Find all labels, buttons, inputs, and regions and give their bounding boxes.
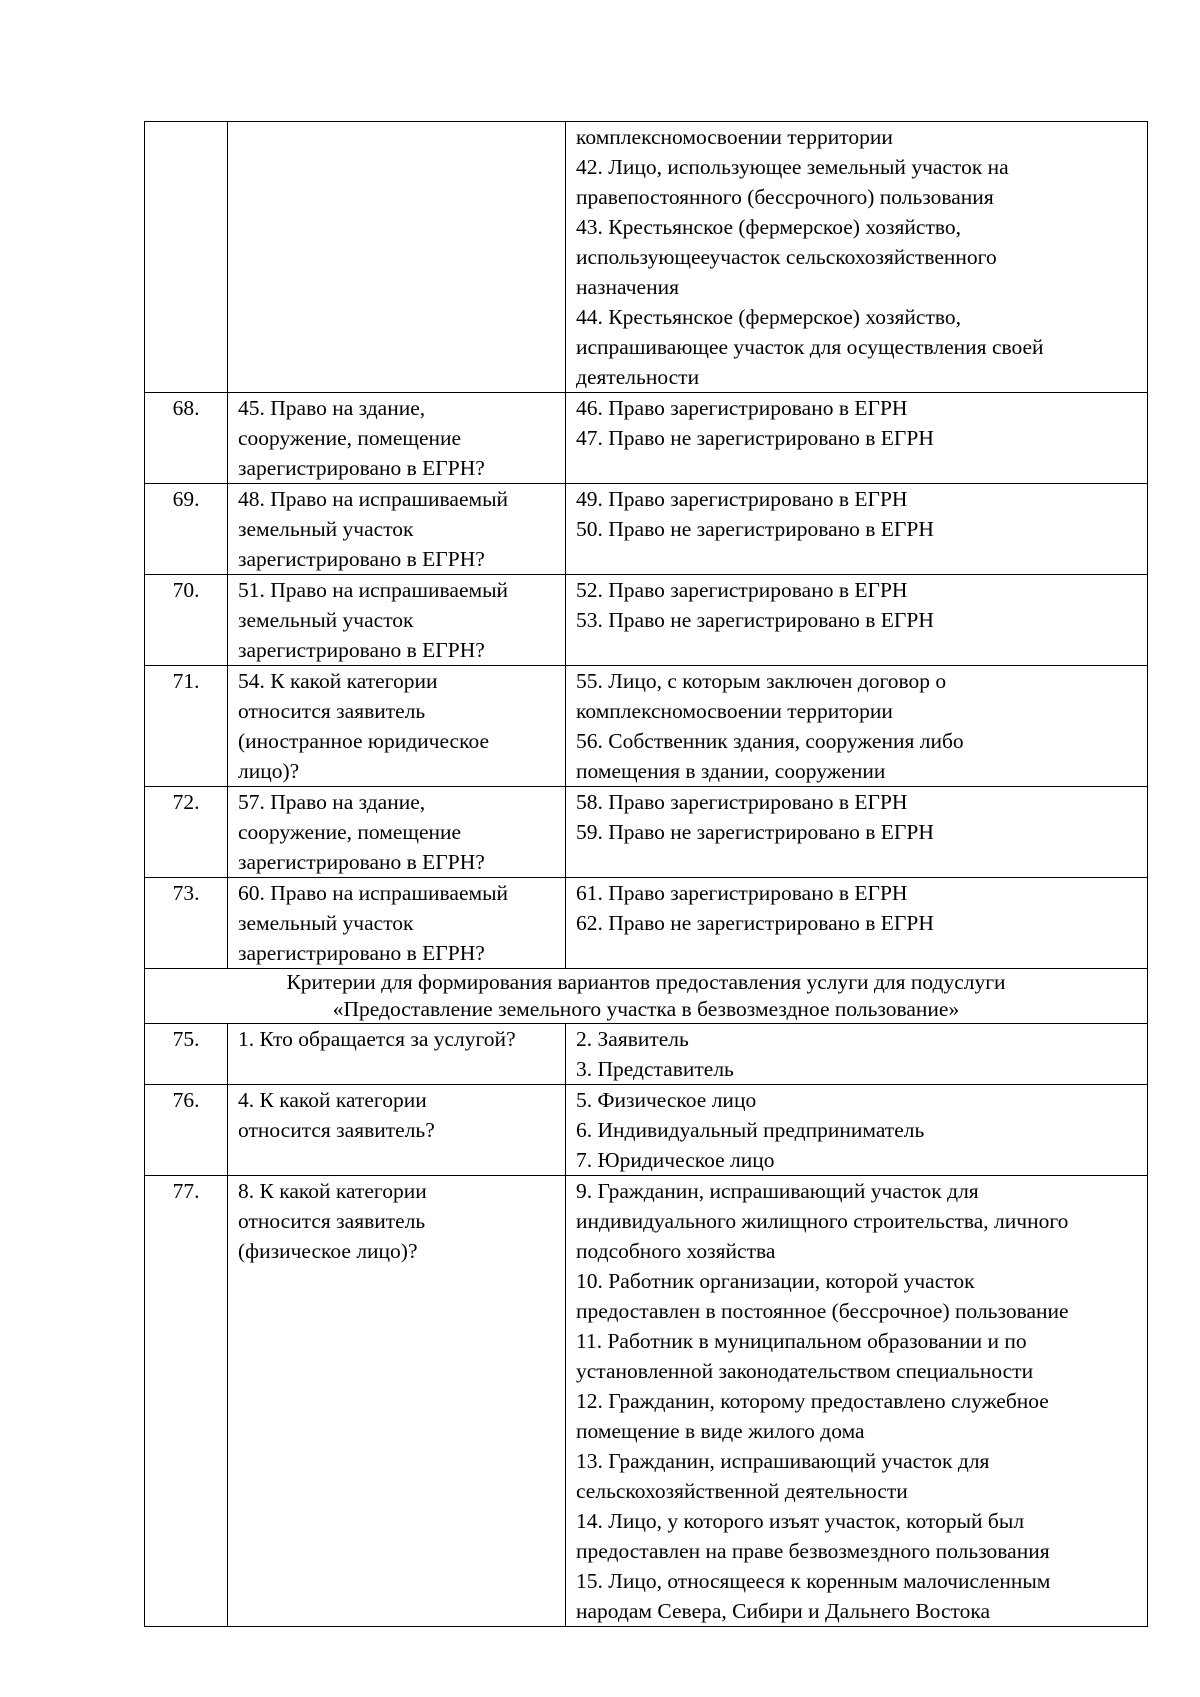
answers-cell [566, 1024, 1148, 1085]
answer-line: помещение в виде жилого дома [576, 1419, 865, 1443]
table-row [145, 484, 1148, 575]
question-line: 51. Право на испрашиваемый [238, 578, 509, 602]
question-cell [228, 575, 566, 666]
question-line: зарегистрировано в ЕГРН? [238, 941, 485, 965]
criteria-heading-row [145, 969, 1148, 1024]
row-number: 69. [145, 484, 228, 575]
answer-line: 2. Заявитель [576, 1027, 689, 1051]
row-number: 70. [145, 575, 228, 666]
question-cell [228, 1176, 566, 1627]
question-line: земельный участок [238, 608, 414, 632]
row-number: 72. [145, 787, 228, 878]
criteria-table [144, 121, 1148, 1627]
question-line: лицо)? [238, 759, 300, 783]
question-cell [228, 878, 566, 969]
criteria-heading-line: «Предоставление земельного участка в безвозмездное пользование» [332, 997, 960, 1021]
answer-line: 61. Право зарегистрировано в ЕГРН [576, 881, 908, 905]
question-cell [228, 393, 566, 484]
answer-line: 10. Работник организации, которой участок [576, 1269, 975, 1293]
answer-line: 53. Право не зарегистрировано в ЕГРН [576, 608, 934, 632]
table-row [145, 787, 1148, 878]
answer-line: деятельности [576, 365, 700, 389]
row-number: 77. [145, 1176, 228, 1627]
answer-line: помещения в здании, сооружении [576, 759, 886, 783]
answer-line: 55. Лицо, с которым заключен договор о [576, 669, 947, 693]
question-line: относится заявитель [238, 699, 426, 723]
answer-line: 62. Право не зарегистрировано в ЕГРН [576, 911, 934, 935]
answers-cell [566, 393, 1148, 484]
question-cell [228, 666, 566, 787]
answer-line: 47. Право не зарегистрировано в ЕГРН [576, 426, 934, 450]
answer-line: 56. Собственник здания, сооружения либо [576, 729, 964, 753]
question-line: зарегистрировано в ЕГРН? [238, 456, 485, 480]
row-number: 68. [145, 393, 228, 484]
table-row [145, 1176, 1148, 1627]
answer-line: испрашивающее участок для осуществления своей [576, 335, 1044, 359]
answer-line: 7. Юридическое лицо [576, 1148, 775, 1172]
question-line: 8. К какой категории [238, 1179, 427, 1203]
answer-line: 44. Крестьянское (фермерское) хозяйство, [576, 305, 961, 329]
answer-line: народам Севера, Сибири и Дальнего Востока [576, 1599, 991, 1623]
question-line: (иностранное юридическое [238, 729, 489, 753]
answers-cell [566, 787, 1148, 878]
answers-cell [566, 1176, 1148, 1627]
answer-line: 3. Представитель [576, 1057, 734, 1081]
answer-line: предоставлен в постоянное (бессрочное) пользование [576, 1299, 1069, 1323]
answer-line: 13. Гражданин, испрашивающий участок для [576, 1449, 990, 1473]
question-line: земельный участок [238, 911, 414, 935]
question-cell [228, 787, 566, 878]
answer-line: правепостоянного (бессрочного) пользования [576, 185, 994, 209]
answer-line: 43. Крестьянское (фермерское) хозяйство, [576, 215, 961, 239]
question-line: 1. Кто обращается за услугой? [238, 1027, 516, 1051]
answer-line: назначения [576, 275, 679, 299]
answer-line: 9. Гражданин, испрашивающий участок для [576, 1179, 979, 1203]
answer-line: 58. Право зарегистрировано в ЕГРН [576, 790, 908, 814]
answer-line: 12. Гражданин, которому предоставлено служебное [576, 1389, 1049, 1413]
answers-cell [566, 878, 1148, 969]
answer-line: предоставлен на праве безвозмездного пользования [576, 1539, 1050, 1563]
answer-line: 6. Индивидуальный предприниматель [576, 1118, 925, 1142]
question-line: сооружение, помещение [238, 426, 462, 450]
question-line: сооружение, помещение [238, 820, 462, 844]
question-line: 48. Право на испрашиваемый [238, 487, 509, 511]
question-cell [228, 1024, 566, 1085]
answer-line: 46. Право зарегистрировано в ЕГРН [576, 396, 908, 420]
question-line: (физическое лицо)? [238, 1239, 418, 1263]
answers-cell [566, 1085, 1148, 1176]
question-line: 54. К какой категории [238, 669, 438, 693]
question-line: 57. Право на здание, [238, 790, 426, 814]
row-number: 71. [145, 666, 228, 787]
question-cell [228, 484, 566, 575]
table-row [145, 393, 1148, 484]
answer-line: 49. Право зарегистрировано в ЕГРН [576, 487, 908, 511]
answer-line: 42. Лицо, использующее земельный участок на [576, 155, 1009, 179]
table-body [145, 122, 1148, 1627]
answers-cell [566, 122, 1148, 393]
row-number [145, 122, 228, 393]
question-line: относится заявитель [238, 1209, 426, 1233]
question-cell [228, 1085, 566, 1176]
answer-line: сельскохозяйственной деятельности [576, 1479, 908, 1503]
question-line: относится заявитель? [238, 1118, 435, 1142]
question-line: 60. Право на испрашиваемый [238, 881, 509, 905]
row-number: 75. [145, 1024, 228, 1085]
answers-cell [566, 666, 1148, 787]
answer-line: индивидуального жилищного строительства, личного [576, 1209, 1069, 1233]
question-line: земельный участок [238, 517, 414, 541]
question-line: 45. Право на здание, [238, 396, 426, 420]
answers-cell [566, 484, 1148, 575]
answer-line: 5. Физическое лицо [576, 1088, 757, 1112]
question-line: 4. К какой категории [238, 1088, 427, 1112]
table-row [145, 1085, 1148, 1176]
answer-line: 15. Лицо, относящееся к коренным малочисленным [576, 1569, 1051, 1593]
table-row [145, 122, 1148, 393]
row-number: 76. [145, 1085, 228, 1176]
answer-line: использующееучасток сельскохозяйственного [576, 245, 997, 269]
answer-line: 14. Лицо, у которого изъят участок, который был [576, 1509, 1025, 1533]
question-line: зарегистрировано в ЕГРН? [238, 850, 485, 874]
row-number: 73. [145, 878, 228, 969]
document-page [144, 121, 1147, 1627]
table-row [145, 575, 1148, 666]
table-row [145, 878, 1148, 969]
criteria-heading-line: Критерии для формирования вариантов предоставления услуги для подуслуги [286, 970, 1006, 994]
table-row [145, 1024, 1148, 1085]
question-line: зарегистрировано в ЕГРН? [238, 638, 485, 662]
criteria-heading [145, 969, 1148, 1024]
question-line: зарегистрировано в ЕГРН? [238, 547, 485, 571]
answer-line: комплексномосвоении территории [576, 125, 893, 149]
answer-line: 59. Право не зарегистрировано в ЕГРН [576, 820, 934, 844]
answer-line: 11. Работник в муниципальном образовании и по [576, 1329, 1027, 1353]
question-cell [228, 122, 566, 393]
answer-line: 50. Право не зарегистрировано в ЕГРН [576, 517, 934, 541]
answer-line: комплексномосвоении территории [576, 699, 893, 723]
answer-line: 52. Право зарегистрировано в ЕГРН [576, 578, 908, 602]
answer-line: подсобного хозяйства [576, 1239, 776, 1263]
table-row [145, 666, 1148, 787]
answer-line: установленной законодательством специальности [576, 1359, 1034, 1383]
answers-cell [566, 575, 1148, 666]
